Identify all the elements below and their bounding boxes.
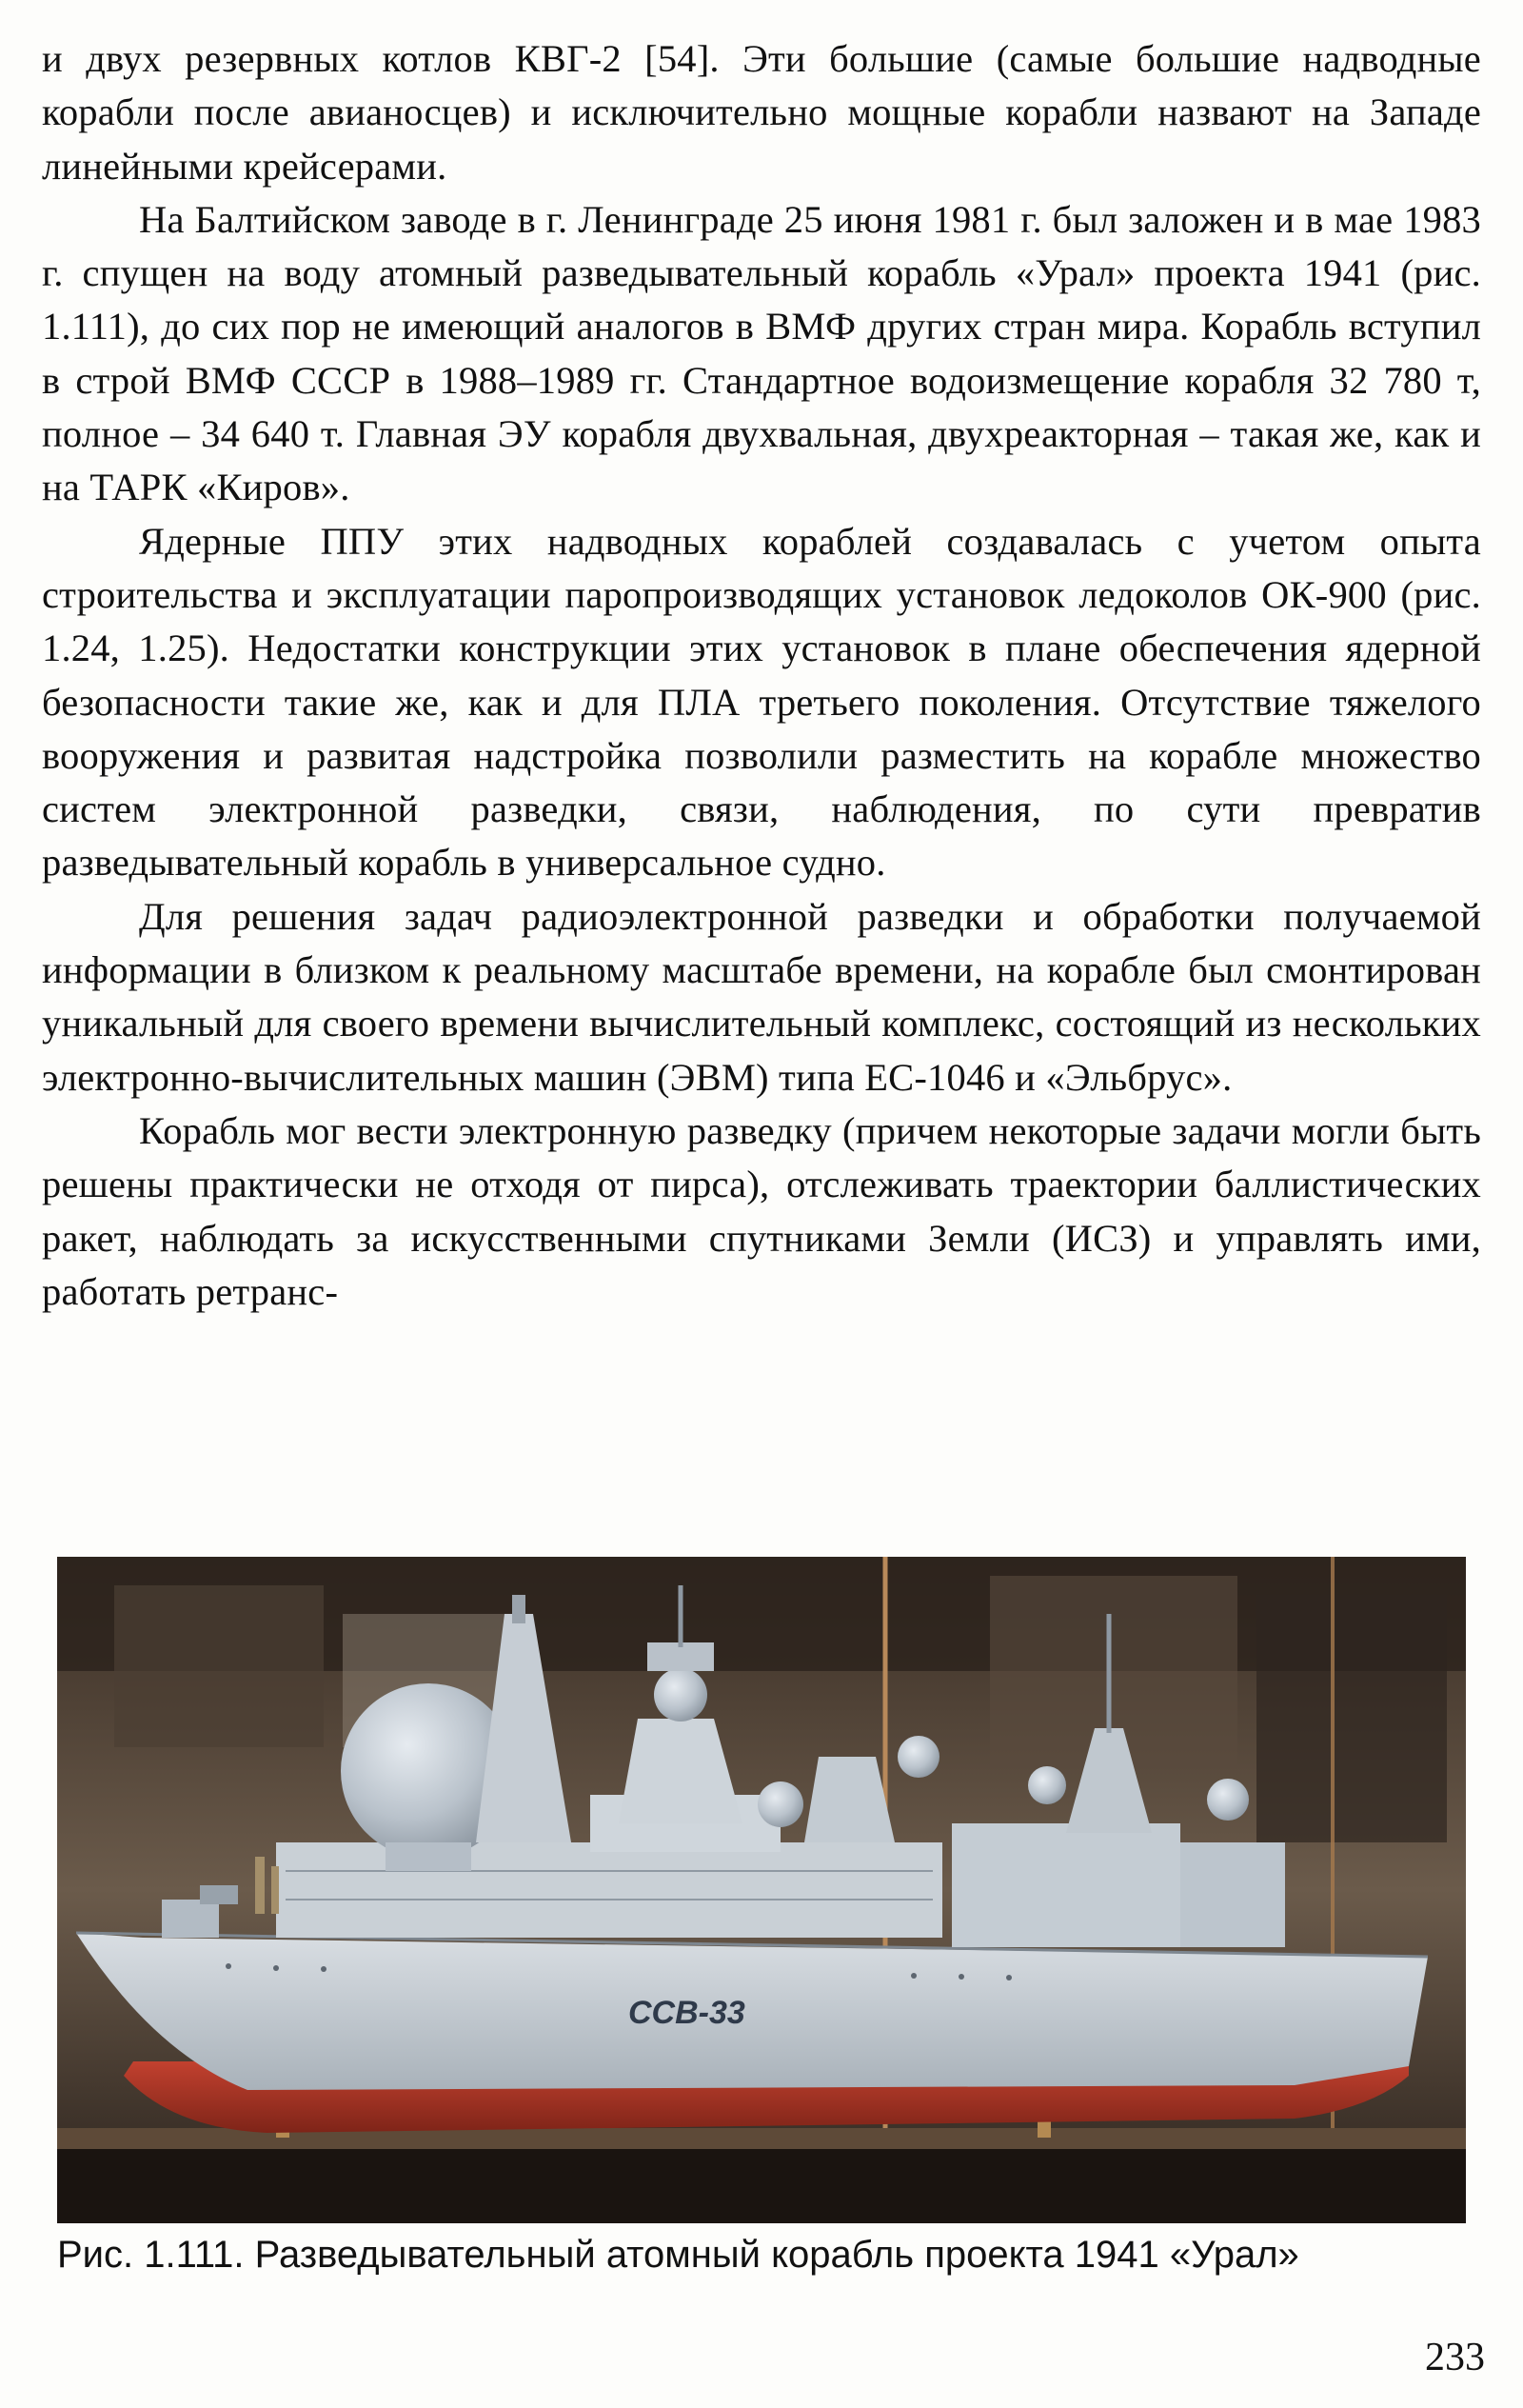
paragraph-1: и двух резервных котлов КВГ-2 [54]. Эти большие (самые большие надводные корабли после авианосцев) и исключительно мощные корабли назвают на Западе линейными крейсерами.: [42, 37, 1481, 188]
paragraph-4: Для решения задач радиоэлектронной разведки и обработки получаемой информации в близком к реальному масштабе времени, на корабле был смонтирован уникальный для своего времени вычислительный комплекс, состоящий из нескольких электронно-вычислительных машин (ЭВМ) типа ЕС-1046 и «Эльбрус».: [42, 894, 1481, 1099]
paragraph-2: На Балтийском заводе в г. Ленинграде 25 июня 1981 г. был заложен и в мае 1983 г. спущен на воду атомный разведывательный корабль «Урал» проекта 1941 (рис. 1.111), до сих пор не имеющий аналогов в ВМФ других стран мира. Корабль вступил в строй ВМФ СССР в 1988–1989 гг. Стандартное водоизмещение корабля 32 780 т, полное – 34 640 т. Главная ЭУ корабля двухвальная, двухреакторная – такая же, как и на ТАРК «Киров».: [42, 197, 1481, 509]
figure-caption: Рис. 1.111. Разведывательный атомный корабль проекта 1941 «Урал»: [57, 2234, 1299, 2276]
page-number: 233: [1425, 2336, 1485, 2379]
paragraph-3: Ядерные ППУ этих надводных кораблей создавалась с учетом опыта строительства и эксплуатации паропроизводящих установок ледоколов ОК-900 (рис. 1.24, 1.25). Недостатки конструкции этих установок в плане обеспечения ядерной безопасности такие же, как и для ПЛА третьего поколения. Отсутствие тяжелого вооружения и развитая надстройка позволили разместить на корабле множество систем электронной разведки, связи, наблюдения, по сути превратив разведывательный корабль в универсальное судно.: [42, 519, 1481, 885]
ship-model-photo: [57, 1557, 1466, 2223]
body-text: [42, 32, 1481, 1319]
hull-marking: ССВ-33: [628, 1995, 745, 2031]
paragraph-5: Корабль мог вести электронную разведку (причем некоторые задачи могли быть решены практически не отходя от пирса), отслеживать траектории баллистических ракет, наблюдать за искусственными спутниками Земли (ИСЗ) и управлять ими, работать ретранс-: [42, 1108, 1481, 1313]
